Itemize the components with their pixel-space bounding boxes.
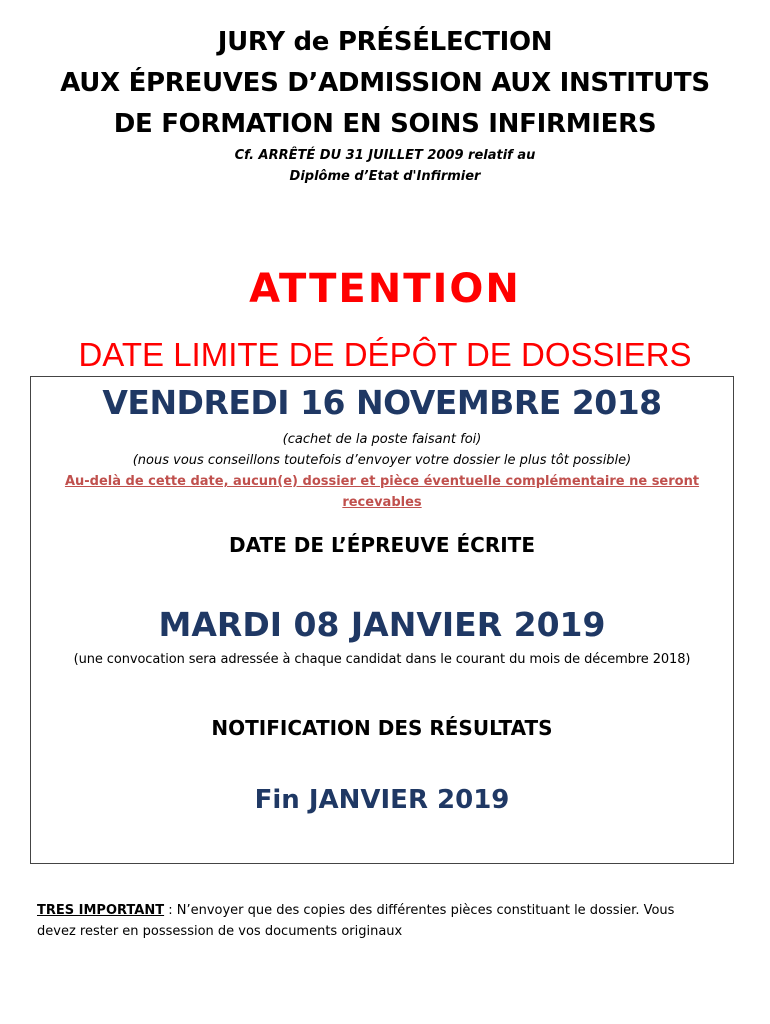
deadline-warning-line-1: Au-delà de cette date, aucun(e) dossier et pièce éventuelle complémentaire ne seront <box>64 474 700 489</box>
important-text-1: : N’envoyer que des copies des différentes pièces constituant le dossier. Vous <box>164 903 675 918</box>
title-line-1: JURY de PRÉSÉLECTION <box>217 27 553 57</box>
document-header <box>0 22 770 187</box>
title-line-2: AUX ÉPREUVES D’ADMISSION AUX INSTITUTS <box>60 68 710 98</box>
important-note-line-1 <box>37 900 727 921</box>
title-line-3: DE FORMATION EN SOINS INFIRMIERS <box>113 109 657 139</box>
advice-note: (nous vous conseillons toutefois d’envoyer votre dossier le plus tôt possible) <box>132 453 632 468</box>
reference-line-2: Diplôme d’Etat d'Infirmier <box>289 169 481 184</box>
written-exam-label: DATE DE L’ÉPREUVE ÉCRITE <box>229 533 535 557</box>
results-date: Fin JANVIER 2019 <box>254 785 510 815</box>
deadline-date: VENDREDI 16 NOVEMBRE 2018 <box>102 383 662 422</box>
results-label: NOTIFICATION DES RÉSULTATS <box>211 716 553 740</box>
deadline-warning <box>31 471 733 513</box>
postmark-note: (cachet de la poste faisant foi) <box>282 432 482 447</box>
reference-line-1: Cf. ARRÊTÉ DU 31 JUILLET 2009 relatif au <box>234 148 536 163</box>
convocation-note: (une convocation sera adressée à chaque candidat dans le courant du mois de décembre 2018) <box>73 652 691 667</box>
dates-box <box>30 376 734 864</box>
attention-heading: ATTENTION <box>249 266 521 312</box>
deadline-label: DATE LIMITE DE DÉPÔT DE DOSSIERS <box>78 336 692 373</box>
important-note <box>37 900 727 942</box>
deadline-warning-line-2: recevables <box>342 495 422 510</box>
important-text-2: devez rester en possession de vos documents originaux <box>37 924 403 939</box>
written-exam-date: MARDI 08 JANVIER 2019 <box>158 605 606 644</box>
important-label: TRES IMPORTANT <box>37 903 165 918</box>
